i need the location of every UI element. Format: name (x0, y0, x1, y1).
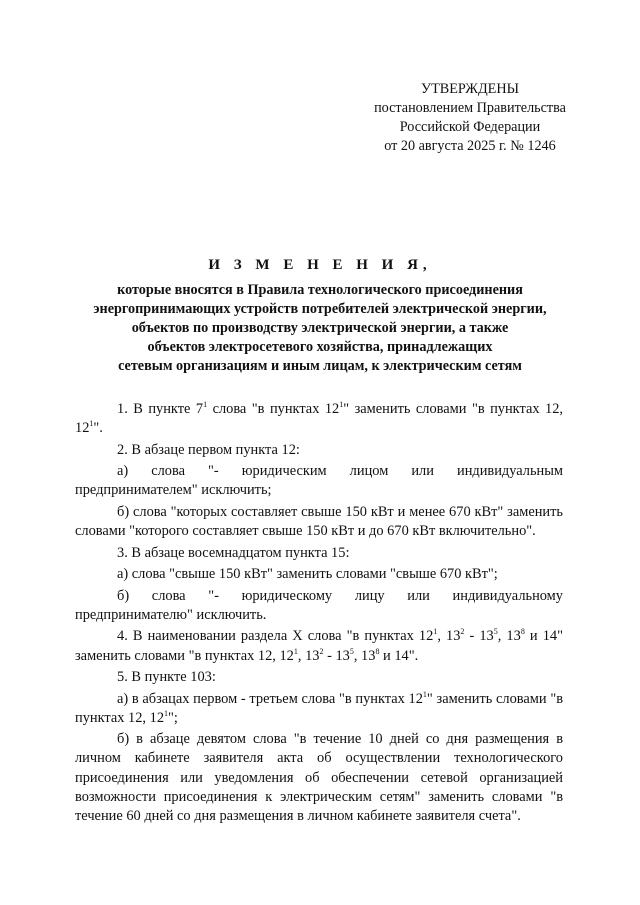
paragraph-text: , 13 (437, 628, 461, 645)
document-title: И З М Е Н Е Н И Я, (208, 257, 432, 273)
paragraph-4 (75, 627, 563, 665)
paragraph-text: 5. В пункте 103: (117, 669, 216, 686)
approval-block (330, 80, 610, 156)
paragraph-2-a (75, 462, 563, 500)
superscript: 5 (493, 627, 498, 637)
document-subtitle-line: сетевым организациям и иным лицам, к электрическим сетям (118, 358, 522, 374)
paragraph-text: ". (93, 420, 103, 437)
paragraph-text: и 14". (379, 647, 419, 664)
superscript: 2 (319, 646, 324, 656)
superscript: 5 (349, 646, 354, 656)
paragraph-text: б) слова "- юридическому лицу или индивидуальному предпринимателю" исключить. (75, 587, 563, 623)
superscript: 1 (433, 627, 438, 637)
paragraph-3-b (75, 587, 563, 625)
paragraph-text: " заменить словами "в пунктах 12, 12 (75, 690, 563, 726)
paragraph-text: а) в абзацах первом - третьем слова "в пунктах 12 (117, 690, 423, 707)
paragraph-text: а) слова "свыше 150 кВт" заменить словами "свыше 670 кВт"; (117, 566, 498, 583)
superscript: 1 (422, 689, 427, 699)
superscript: 8 (375, 646, 380, 656)
paragraph-text: - 13 (464, 628, 494, 645)
paragraph-5-b (75, 730, 563, 826)
paragraph-text: 2. В абзаце первом пункта 12: (117, 441, 300, 458)
paragraph-text: слова "в пунктах 12 (207, 401, 340, 417)
paragraph-text: 1. В пункте 7 (117, 401, 204, 417)
approval-date-number: от 20 августа 2025 г. № 1246 (384, 138, 556, 154)
paragraph-text: 3. В абзаце восемнадцатом пункта 15: (117, 544, 350, 561)
superscript: 8 (520, 627, 525, 637)
paragraph-text: б) слова "которых составляет свыше 150 кВт и менее 670 кВт" заменить словами "которого составляет свыше 150 кВт и до 670 кВт включительно". (75, 503, 563, 540)
superscript: 1 (89, 419, 94, 429)
document-subtitle-line: объектов электросетевого хозяйства, принадлежащих (147, 339, 493, 355)
document-subtitle-line: энергопринимающих устройств потребителей электрической энергии, (93, 301, 547, 317)
document-subtitle-line: которые вносятся в Правила технологического присоединения (117, 282, 523, 298)
paragraph-5-a (75, 690, 563, 728)
superscript: 1 (164, 708, 169, 718)
superscript: 2 (460, 627, 465, 637)
approval-country: Российской Федерации (399, 119, 541, 135)
paragraph-text: 4. В наименовании раздела X слова "в пунктах 12 (117, 628, 434, 645)
paragraph-text: "; (168, 709, 178, 726)
superscript: 1 (203, 400, 208, 409)
paragraph-text: - 13 (323, 647, 350, 664)
paragraph-text: " заменить словами "в пунктах 12, 12 (75, 401, 563, 437)
superscript: 1 (339, 400, 344, 409)
approval-authority: постановлением Правительства (374, 100, 566, 116)
paragraph-3-a (75, 565, 563, 584)
paragraph-text: , 13 (297, 647, 320, 664)
superscript: 1 (293, 646, 298, 656)
paragraph-2 (75, 441, 563, 460)
paragraph-5 (75, 668, 563, 687)
paragraph-text: , 13 (497, 628, 521, 645)
document-body (75, 400, 563, 829)
paragraph-3 (75, 544, 563, 563)
paragraph-text: , 13 (353, 647, 376, 664)
document-heading (40, 255, 600, 376)
paragraph-2-b (75, 503, 563, 541)
paragraph-text: а) слова "- юридическим лицом или индивидуальным предпринимателем" исключить; (75, 463, 563, 499)
paragraph-text: и 14" заменить словами "в пунктах 12, 12 (75, 628, 563, 664)
document-subtitle-line: объектов по производству электрической энергии, а также (131, 320, 509, 336)
approval-status: УТВЕРЖДЕНЫ (421, 81, 519, 97)
paragraph-1-1 (75, 400, 563, 438)
paragraph-text: б) в абзаце девятом слова "в течение 10 дней со дня размещения в личном кабинете заявителя акта об осуществлении технологического присоединения или уведомления об обеспечении сетевой организацией возможности присоединения к электрическим сетям" заменить словами "в течение 60 дней со дня размещения в личном кабинете заявителя счета". (75, 731, 563, 825)
